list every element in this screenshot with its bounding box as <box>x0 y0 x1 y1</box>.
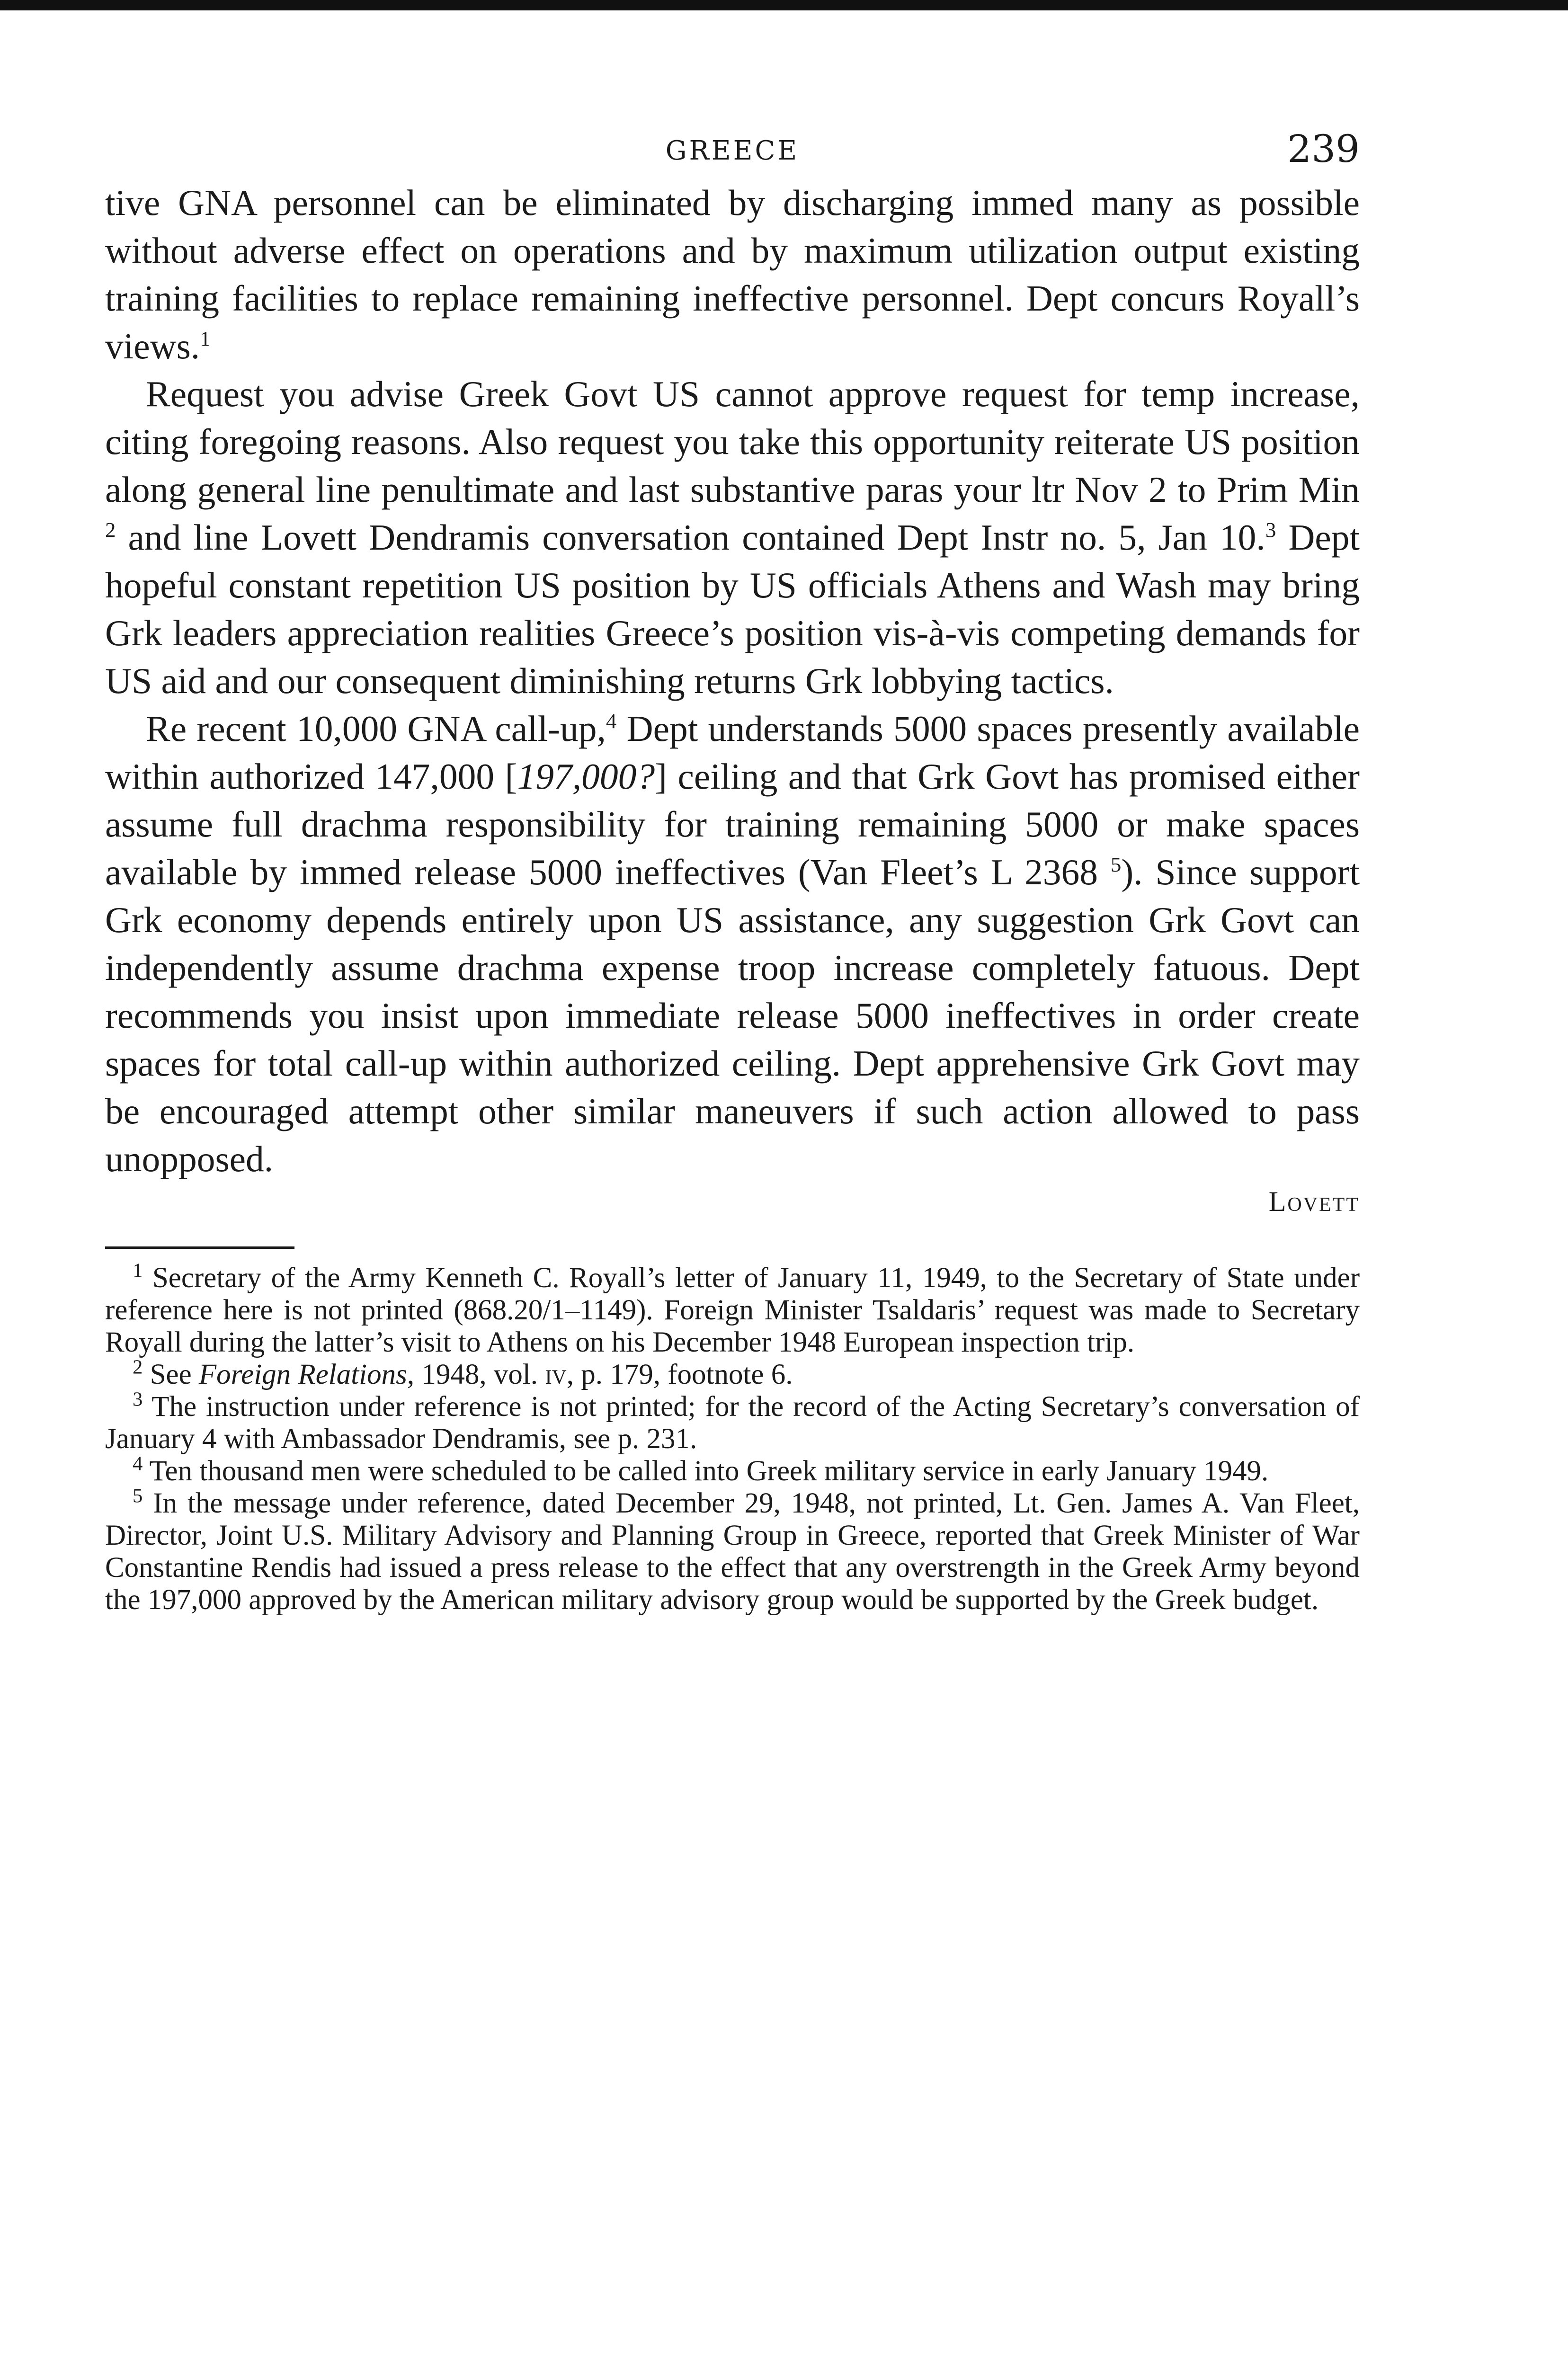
section-title: GREECE <box>665 135 800 166</box>
footnote-2-text-a: See <box>150 1359 192 1390</box>
footnote-4 <box>105 1452 1360 1487</box>
footnote-5-text: In the message under reference, dated December 29, 1948, not printed, Lt. Gen. James A. Van Fleet, Director, Joint U.S. Military Advisory and Planning Group in Greece, reported that Greek Minister of War Constantine Rendis had issued a press release to the effect that any overstrength in the Greek Army beyond the 197,000 approved by the American military advisory group would be supported by the Greek budget. <box>105 1487 1360 1616</box>
paragraph-3-text-c: ] ceiling and that Grk Govt has promised either assume full drachma responsibility for training remaining 5000 or make spaces available by immed release 5000 ineffectives (Van Fleet’s L 2368 <box>105 756 1360 892</box>
editorial-insertion: 197,000? <box>517 756 655 797</box>
footnote-ref-1: 1 <box>200 327 211 351</box>
footnotes <box>105 1259 1360 1616</box>
paragraph-1 <box>105 179 1360 370</box>
signature: Lovett <box>1268 1186 1360 1217</box>
footnote-2-number: 2 <box>133 1356 143 1379</box>
paragraph-2-text-c: Dept hopeful constant repetition US position by US officials Athens and Wash may bring Grk leaders appreciation realities Greece’s position vis-à-vis competing demands for US aid and our consequent diminishing returns Grk lobbying tactics. <box>105 517 1360 701</box>
footnote-1 <box>105 1259 1360 1359</box>
document-page <box>105 127 1360 1616</box>
paragraph-3-text-a: Re recent 10,000 GNA call-up, <box>146 708 606 749</box>
paragraph-2-text-a: Request you advise Greek Govt US cannot approve request for temp increase, citing foregoing reasons. Also request you take this opportunity reiterate US position along general line penultimate and last substantive paras your ltr Nov 2 to Prim Min <box>105 374 1360 510</box>
footnote-4-number: 4 <box>133 1452 143 1475</box>
paragraph-3 <box>105 705 1360 1183</box>
footnote-ref-2: 2 <box>105 518 116 542</box>
footnote-3-number: 3 <box>133 1388 143 1411</box>
page-number: 239 <box>1287 127 1360 171</box>
footnote-3 <box>105 1388 1360 1455</box>
footnote-ref-3: 3 <box>1265 518 1276 542</box>
paragraph-1-text: tive GNA personnel can be eliminated by discharging immed many as possible without adverse effect on operations and by maximum utilization output existing training facilities to replace remaining ineffective personnel. Dept concurs Royall’s views. <box>105 182 1360 366</box>
paragraph-2 <box>105 370 1360 705</box>
paragraph-3-text-d: ). Since support Grk economy depends entirely upon US assistance, any suggestion Grk Govt can independently assume drachma expense troop increase completely fatuous. Dept recommends you insist upon immediate release 5000 ineffectives in order create spaces for total call-up within authorized ceiling. Dept apprehensive Grk Govt may be encouraged attempt other similar maneuvers if such action allowed to pass unopposed. <box>105 852 1360 1179</box>
footnote-2-text-c: , p. 179, footnote 6. <box>566 1359 793 1390</box>
footnote-4-text: Ten thousand men were scheduled to be called into Greek military service in early January 1949. <box>149 1455 1269 1487</box>
top-edge-rule <box>0 0 1568 10</box>
footnote-5-number: 5 <box>133 1485 143 1507</box>
footnote-2 <box>105 1356 1360 1391</box>
footnote-2-text-b: , 1948, vol. <box>407 1359 538 1390</box>
footnote-3-text: The instruction under reference is not printed; for the record of the Acting Secretary’s conversation of January 4 with Ambassador Dendramis, see p. 231. <box>105 1391 1360 1455</box>
running-head <box>105 127 1360 179</box>
telegram-body <box>105 179 1360 1218</box>
footnote-ref-5: 5 <box>1110 853 1122 877</box>
footnote-ref-4: 4 <box>606 709 617 733</box>
footnote-1-text: Secretary of the Army Kenneth C. Royall’s letter of January 11, 1949, to the Secretary of State under reference here is not printed (868.20/1–1149). Foreign Minister Tsaldaris’ request was made to Secretary Royall during the latter’s visit to Athens on his December 1948 European inspection trip. <box>105 1262 1360 1358</box>
footnote-5 <box>105 1487 1360 1616</box>
footnote-separator <box>105 1246 294 1249</box>
footnote-2-volume: iv <box>545 1359 567 1390</box>
paragraph-3-text-b: Dept understands 5000 spaces presently available within authorized 147,000 [ <box>105 708 1360 797</box>
footnote-1-number: 1 <box>133 1259 143 1282</box>
footnote-2-italic-title: Foreign Relations <box>198 1359 407 1390</box>
paragraph-2-text-b: and line Lovett Dendramis conversation contained Dept Instr no. 5, Jan 10. <box>128 517 1265 558</box>
